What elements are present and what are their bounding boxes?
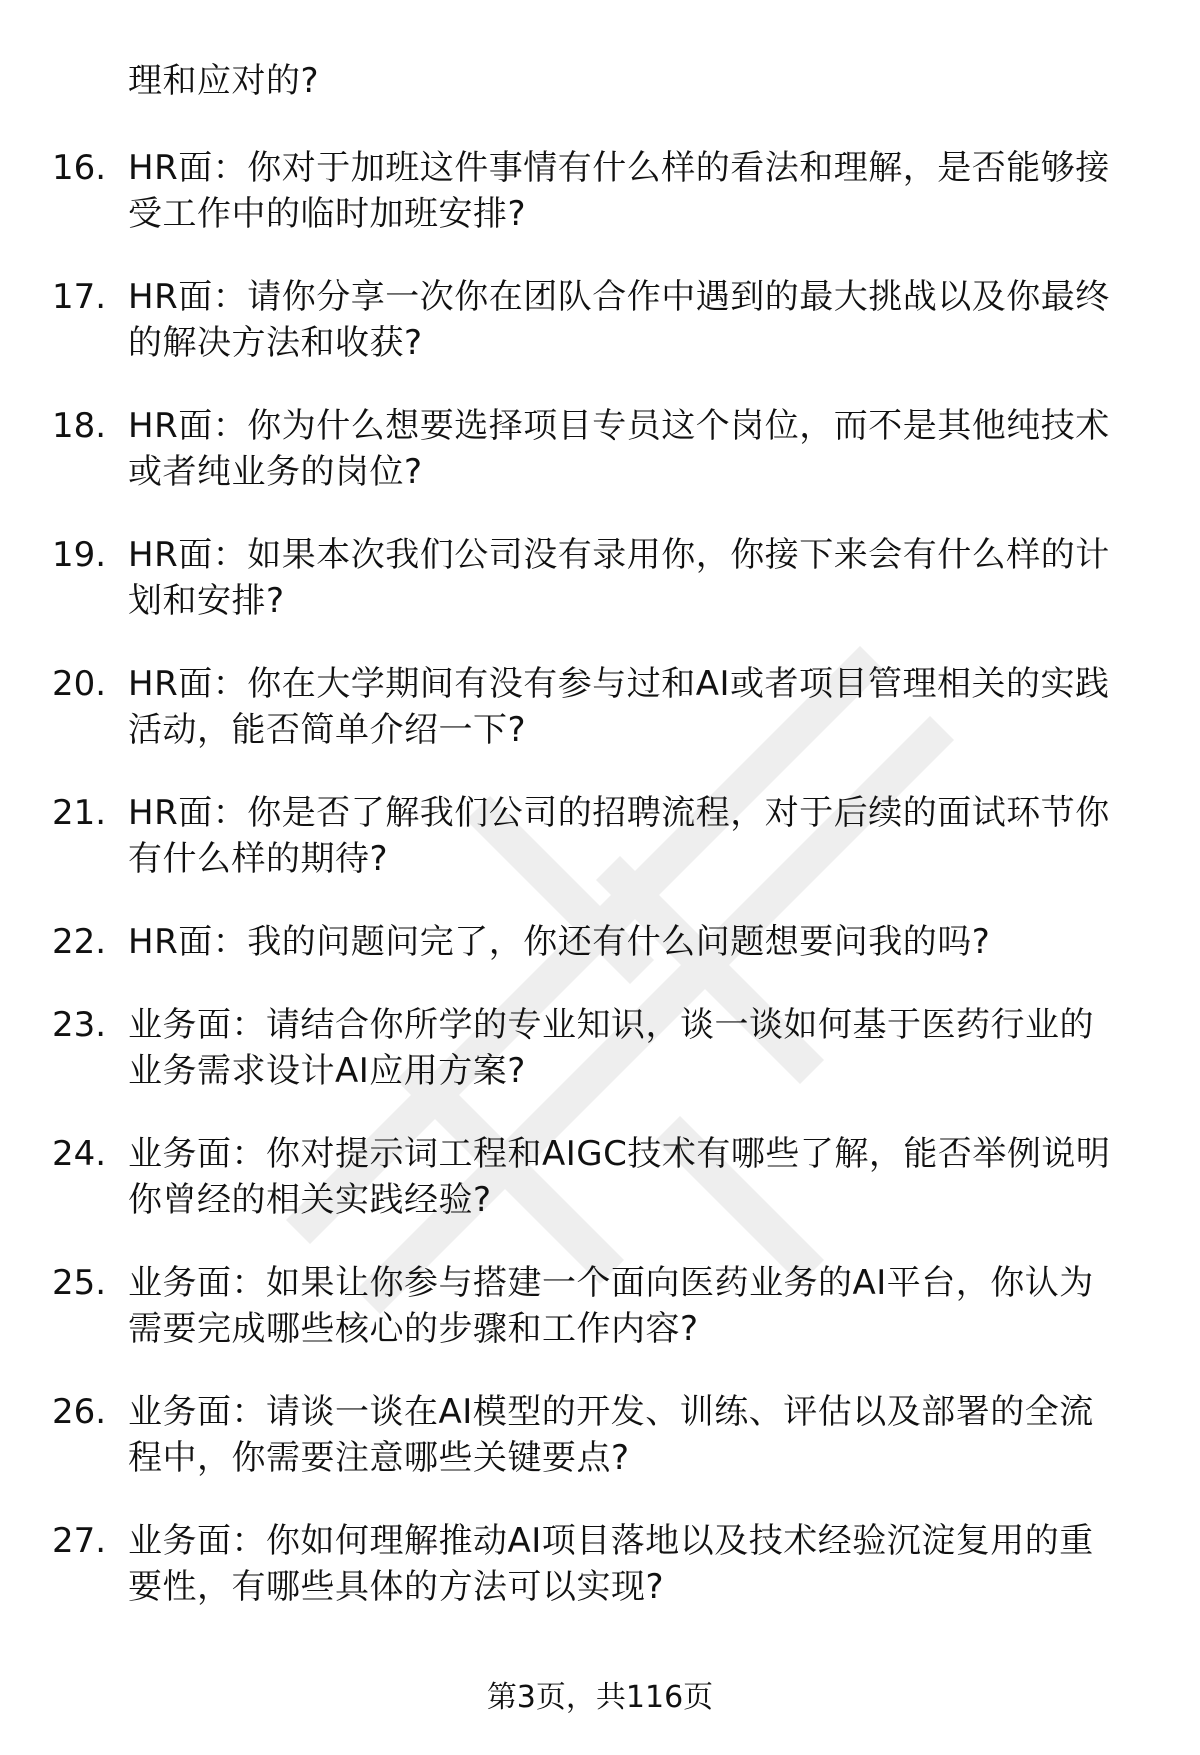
question-line: 活动，能否简单介绍一下?	[128, 710, 527, 750]
question-line: 业务面：你如何理解推动AI项目落地以及技术经验沉淀复用的重	[128, 1521, 1094, 1561]
question-text	[128, 274, 1158, 366]
question-text	[128, 1002, 1158, 1094]
question-number: 22.	[52, 922, 107, 962]
question-line: 有什么样的期待?	[128, 839, 389, 879]
question-item	[0, 1518, 1200, 1647]
question-line: HR面：你为什么想要选择项目专员这个岗位，而不是其他纯技术	[128, 406, 1110, 446]
question-line: 业务需求设计AI应用方案?	[128, 1051, 526, 1091]
question-line: 业务面：如果让你参与搭建一个面向医药业务的AI平台，你认为	[128, 1263, 1094, 1303]
question-list	[0, 145, 1200, 1647]
question-line: 或者纯业务的岗位?	[128, 452, 423, 492]
question-item	[0, 1002, 1200, 1131]
question-item	[0, 919, 1200, 1002]
question-line: HR面：请你分享一次你在团队合作中遇到的最大挑战以及你最终	[128, 277, 1110, 317]
question-number: 16.	[52, 148, 107, 188]
question-text	[128, 790, 1158, 882]
question-item	[0, 1389, 1200, 1518]
question-item	[0, 661, 1200, 790]
question-number: 17.	[52, 277, 107, 317]
question-item	[0, 274, 1200, 403]
question-text	[128, 1518, 1158, 1610]
question-line: 业务面：请谈一谈在AI模型的开发、训练、评估以及部署的全流	[128, 1392, 1094, 1432]
question-number: 27.	[52, 1521, 107, 1561]
question-text	[128, 661, 1158, 753]
question-line: HR面：你是否了解我们公司的招聘流程，对于后续的面试环节你	[128, 793, 1110, 833]
question-line: HR面：你在大学期间有没有参与过和AI或者项目管理相关的实践	[128, 664, 1110, 704]
question-number: 19.	[52, 535, 107, 575]
question-number: 25.	[52, 1263, 107, 1303]
question-number: 23.	[52, 1005, 107, 1045]
question-text	[128, 1131, 1158, 1223]
question-text	[128, 403, 1158, 495]
question-text	[128, 532, 1158, 624]
page-footer: 第3页，共116页	[486, 1680, 714, 1715]
question-item	[0, 1260, 1200, 1389]
question-item	[0, 145, 1200, 274]
question-item	[0, 403, 1200, 532]
question-line: 你曾经的相关实践经验?	[128, 1180, 492, 1220]
continuation-text: 理和应对的?	[128, 61, 320, 101]
question-line: 需要完成哪些核心的步骤和工作内容?	[128, 1309, 699, 1349]
question-number: 24.	[52, 1134, 107, 1174]
question-text	[128, 919, 1158, 965]
question-line: 受工作中的临时加班安排?	[128, 194, 527, 234]
question-item	[0, 790, 1200, 919]
question-line: 程中，你需要注意哪些关键要点?	[128, 1438, 630, 1478]
question-line: 划和安排?	[128, 581, 285, 621]
question-item	[0, 532, 1200, 661]
question-line: 业务面：请结合你所学的专业知识，谈一谈如何基于医药行业的	[128, 1005, 1094, 1045]
question-text	[128, 1260, 1158, 1352]
question-line: HR面：我的问题问完了，你还有什么问题想要问我的吗?	[128, 922, 991, 962]
question-number: 20.	[52, 664, 107, 704]
question-number: 21.	[52, 793, 107, 833]
question-number: 26.	[52, 1392, 107, 1432]
question-number: 18.	[52, 406, 107, 446]
question-line: HR面：如果本次我们公司没有录用你，你接下来会有什么样的计	[128, 535, 1110, 575]
question-line: HR面：你对于加班这件事情有什么样的看法和理解，是否能够接	[128, 148, 1110, 188]
question-item	[0, 1131, 1200, 1260]
question-line: 要性，有哪些具体的方法可以实现?	[128, 1567, 665, 1607]
question-text	[128, 145, 1158, 237]
question-line: 的解决方法和收获?	[128, 323, 423, 363]
question-line: 业务面：你对提示词工程和AIGC技术有哪些了解，能否举例说明	[128, 1134, 1111, 1174]
question-text	[128, 1389, 1158, 1481]
